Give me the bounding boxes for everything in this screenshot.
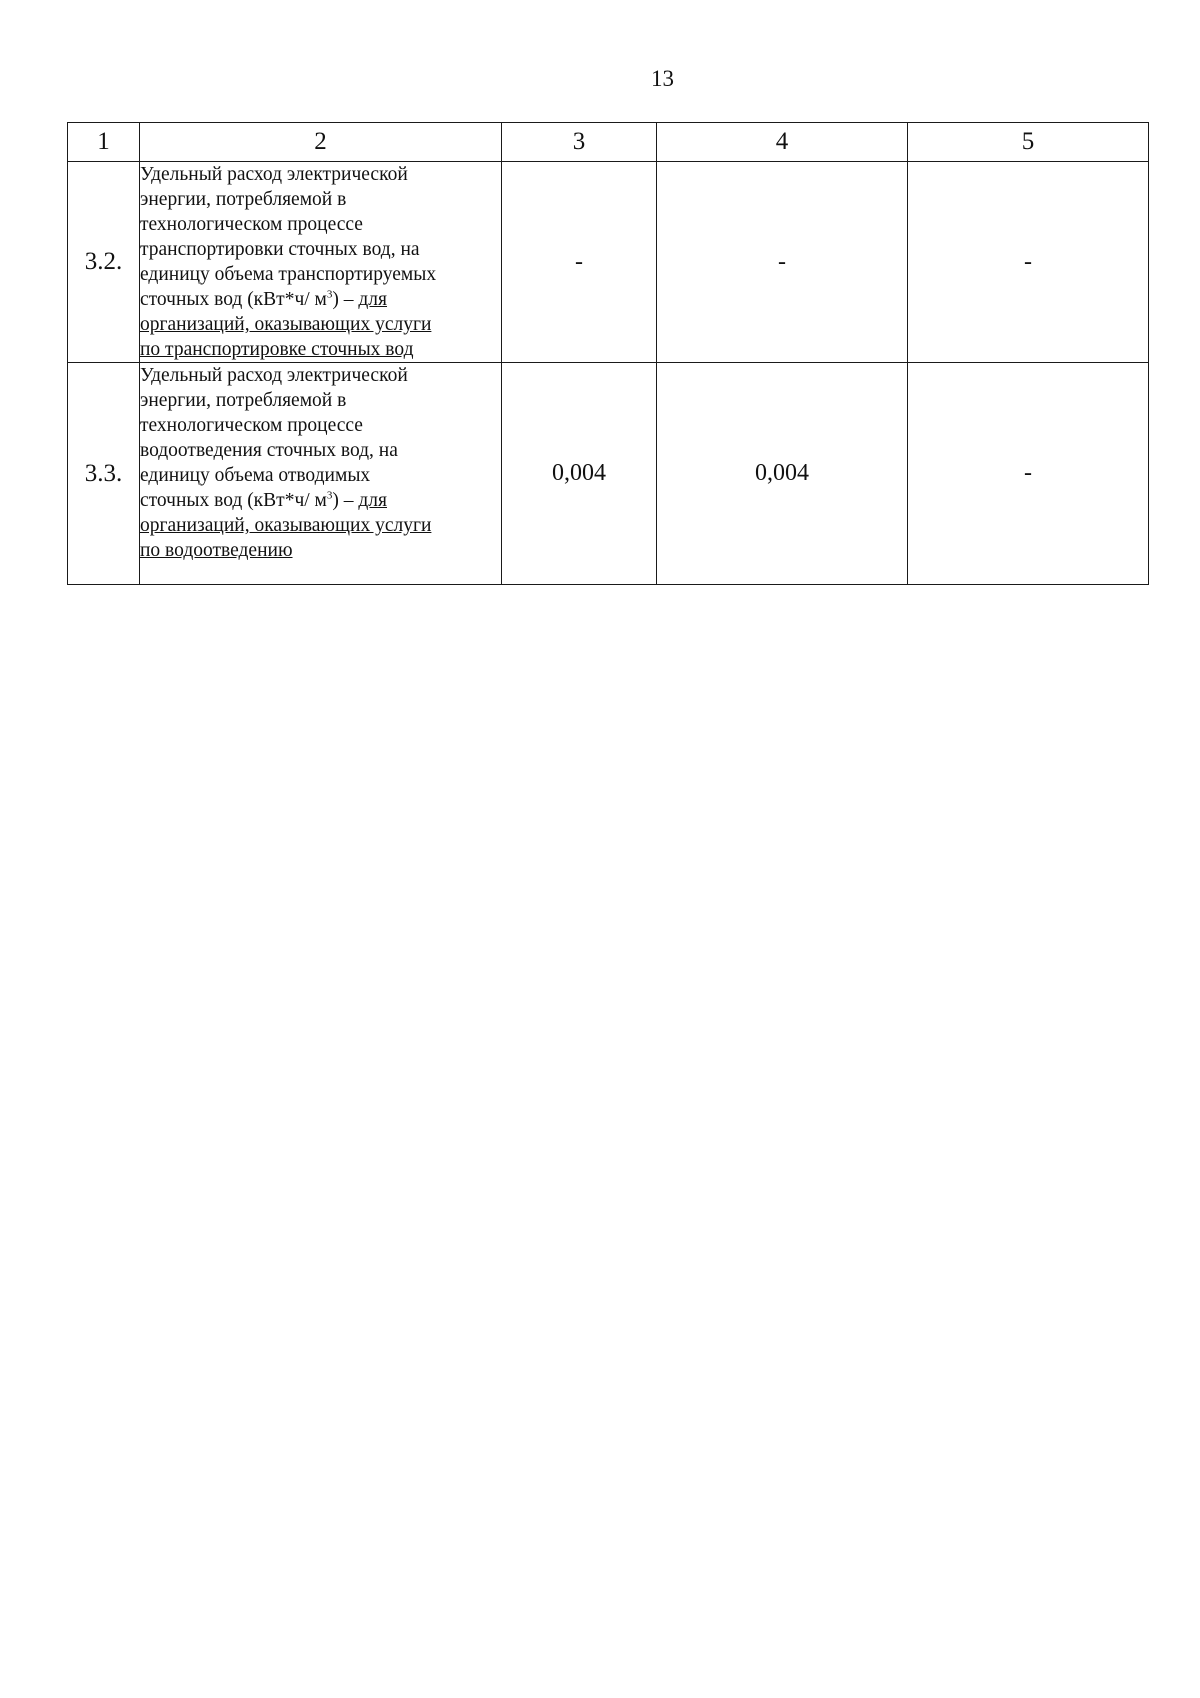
row-number: 3.2. xyxy=(68,162,140,363)
header-cell-4: 4 xyxy=(657,123,908,162)
indicators-table xyxy=(67,122,1149,585)
row-description xyxy=(140,363,502,585)
scope-note-line: организаций, оказывающих услуги xyxy=(140,515,432,536)
table-header-row xyxy=(68,123,1149,162)
page-number: 13 xyxy=(651,66,674,91)
table-row xyxy=(68,162,1149,363)
unit-superscript: 3 xyxy=(326,489,333,502)
description-line: технологическом процессе xyxy=(140,415,363,436)
description-line: Удельный расход электрической xyxy=(140,365,408,386)
scope-note-start: для xyxy=(358,490,388,511)
header-cell-1: 1 xyxy=(68,123,140,162)
row-value-col4: 0,004 xyxy=(657,363,908,585)
table-row xyxy=(68,363,1149,585)
description-line: транспортировки сточных вод, на xyxy=(140,239,420,260)
row-value-col5: - xyxy=(908,363,1149,585)
unit-superscript: 3 xyxy=(326,288,333,301)
row-number: 3.3. xyxy=(68,363,140,585)
description-line: Удельный расход электрической xyxy=(140,164,408,185)
unit-suffix: ) – xyxy=(332,289,359,310)
description-line: водоотведения сточных вод, на xyxy=(140,440,398,461)
row-description xyxy=(140,162,502,363)
description-line: единицу объема транспортируемых xyxy=(140,264,437,285)
scope-note-line: по водоотведению xyxy=(140,540,293,561)
unit-prefix: сточных вод (кВт*ч/ м xyxy=(140,289,327,310)
header-cell-2: 2 xyxy=(140,123,502,162)
row-value-col3: - xyxy=(502,162,657,363)
header-cell-5: 5 xyxy=(908,123,1149,162)
scope-note-line: организаций, оказывающих услуги xyxy=(140,314,432,335)
row-value-col3: 0,004 xyxy=(502,363,657,585)
header-cell-3: 3 xyxy=(502,123,657,162)
description-line: энергии, потребляемой в xyxy=(140,189,347,210)
unit-prefix: сточных вод (кВт*ч/ м xyxy=(140,490,327,511)
description-unit-line xyxy=(140,287,501,312)
description-line: технологическом процессе xyxy=(140,214,363,235)
scope-note-line: по транспортировке сточных вод xyxy=(140,339,414,360)
description-line: единицу объема отводимых xyxy=(140,465,371,486)
row-value-col4: - xyxy=(657,162,908,363)
row-value-col5: - xyxy=(908,162,1149,363)
unit-suffix: ) – xyxy=(332,490,359,511)
description-unit-line xyxy=(140,488,501,513)
scope-note-start: для xyxy=(358,289,388,310)
description-line: энергии, потребляемой в xyxy=(140,390,347,411)
